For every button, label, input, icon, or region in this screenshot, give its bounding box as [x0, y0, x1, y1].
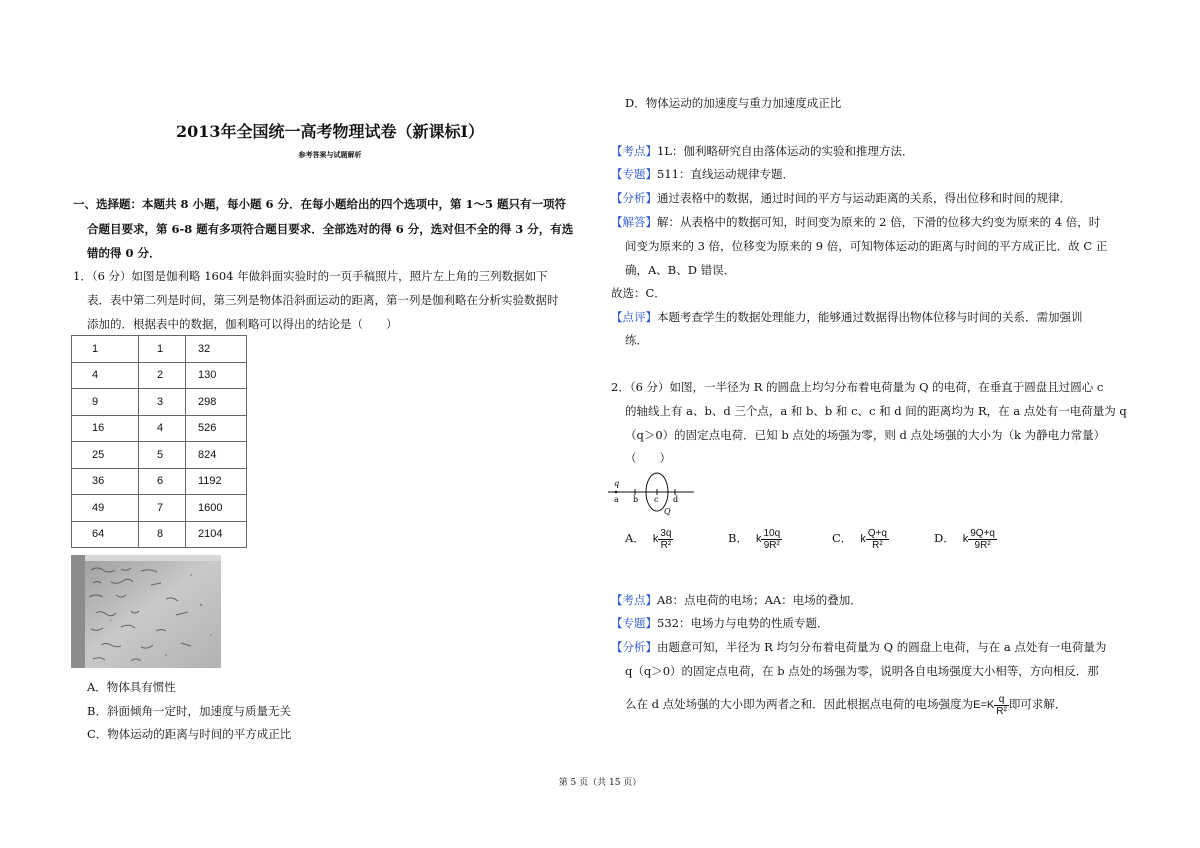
option-k: k [860, 533, 866, 545]
q2-zhuanti [611, 611, 828, 635]
fenxi-tag: 【分析】 [611, 640, 657, 654]
section-heading-line-3: 错的得 0 分． [87, 246, 161, 260]
q1-stem-line-3: 添加的．根据表中的数据，伽利略可以得出的结论是（ ） [87, 317, 398, 331]
q1-jieda-line-3: 确，A、B、D 错误． [625, 263, 736, 277]
table-cell: 1192 [186, 468, 247, 495]
option-label: D． [934, 531, 955, 545]
table-cell: 526 [186, 415, 247, 442]
table-cell: 4 [72, 362, 139, 389]
q2-fenxi-line-3 [625, 689, 1066, 720]
table-cell: 298 [186, 389, 247, 416]
table-cell: 9 [72, 389, 139, 416]
option-label: C． [832, 531, 853, 545]
formula-fraction [994, 694, 1009, 717]
table-cell: 1 [139, 336, 186, 363]
q1-zhuanti [611, 162, 794, 186]
q1-option-b: B．斜面倾角一定时，加速度与质量无关 [87, 704, 291, 718]
option-k: k [755, 533, 762, 545]
fraction-denominator: R² [660, 539, 672, 551]
fraction-numerator: 10q [763, 527, 781, 539]
q1-option-d: D．物体运动的加速度与重力加速度成正比 [625, 96, 842, 110]
table-cell: 5 [139, 442, 186, 469]
table-cell: 3 [139, 389, 186, 416]
galileo-data-table [71, 335, 247, 548]
table-cell: 64 [72, 521, 139, 548]
fraction-numerator: Q+q [867, 527, 887, 539]
page-subtitle: 参考答案与试题解析 [298, 150, 362, 159]
option-label: B． [728, 531, 748, 545]
q2-stem-line-2: 的轴线上有 a、b、d 三个点，a 和 b、b 和 c、c 和 d 间的距离均为 R，在 a 点处有一电荷量为 q [625, 404, 1127, 418]
section-heading-line-1: 一、选择题：本题共 8 小题，每小题 6 分．在每小题给出的四个选项中，第 1～5 题只有一项符 [73, 197, 567, 211]
section-heading-line-2: 合题目要求，第 6-8 题有多项符合题目要求．全部选对的得 6 分，选对但不全的得 3 分，有选 [87, 222, 574, 236]
jieda-line-1: 解：从表格中的数据可知，时间变为原来的 2 倍，下滑的位移大约变为原来的 4 倍，时 [657, 215, 1101, 229]
table-cell: 8 [139, 521, 186, 548]
zhuanti-tag: 【专题】 [611, 167, 657, 181]
table-cell: 1 [72, 336, 139, 363]
q1-dianping [611, 305, 1083, 329]
fenxi-line-3-suffix: 即可求解． [1008, 697, 1067, 711]
q2-option-c [832, 523, 889, 554]
fraction-denominator: R² [996, 705, 1007, 717]
label-q: q [614, 479, 620, 488]
fraction-numerator: 3q [660, 527, 672, 539]
fenxi-line-1: 由题意可知，半径为 R 均匀分布着电荷量为 Q 的圆盘上电荷，与在 a 点处有一电荷量为 [657, 640, 1107, 654]
table-row [72, 495, 247, 522]
fenxi-text: 通过表格中的数据，通过时间的平方与运动距离的关系，得出位移和时间的规律． [657, 191, 1071, 205]
option-fraction [658, 528, 673, 551]
q1-option-a: A．物体具有惯性 [87, 680, 176, 694]
table-row [72, 415, 247, 442]
label-b: b [633, 495, 639, 504]
q2-fenxi [611, 635, 1106, 659]
table-row [72, 521, 247, 548]
kaodian-text: 1L：伽利略研究自由落体运动的实验和推理方法． [657, 144, 914, 158]
q2-option-a [625, 523, 673, 554]
zhuanti-text: 511：直线运动规律专题． [657, 167, 794, 181]
label-a: a [614, 495, 619, 504]
table-row [72, 468, 247, 495]
q2-option-d [934, 523, 997, 554]
page-title: 2013年全国统一高考物理试卷（新课标Ⅰ） [175, 122, 485, 141]
fraction-denominator: R² [872, 539, 883, 551]
table-cell: 36 [72, 468, 139, 495]
jieda-tag: 【解答】 [611, 215, 657, 229]
q1-jieda-line-2: 间变为原来的 3 倍，位移变为原来的 9 倍，可知物体运动的距离与时间的平方成正比．故 C 正 [625, 239, 1108, 253]
kaodian-tag: 【考点】 [611, 593, 657, 607]
table-cell: 130 [186, 362, 247, 389]
table-row [72, 362, 247, 389]
table-cell: 4 [139, 415, 186, 442]
zhuanti-text: 532：电场力与电势的性质专题． [657, 616, 829, 630]
q1-stem-line-2: 表．表中第二列是时间，第三列是物体沿斜面运动的距离，第一列是伽利略在分析实验数据时 [87, 293, 559, 307]
q2-stem-line-3: （q＞0）的固定点电荷．已知 b 点处的场强为零，则 d 点处场强的大小为（k 为静电力常量） [625, 428, 1106, 442]
q1-jieda [611, 210, 1100, 234]
q1-kaodian [611, 139, 913, 163]
q1-fenxi [611, 186, 1071, 210]
q2-option-b [728, 523, 782, 554]
table-cell: 2104 [186, 521, 247, 548]
formula-lhs: E=K [973, 699, 995, 711]
table-row [72, 389, 247, 416]
option-k: k [652, 533, 659, 545]
table-cell: 1600 [186, 495, 247, 522]
option-fraction [866, 528, 889, 551]
fenxi-tag: 【分析】 [611, 191, 657, 205]
table-cell: 16 [72, 415, 139, 442]
dianping-tag: 【点评】 [611, 310, 657, 324]
table-cell: 6 [139, 468, 186, 495]
option-label: A． [625, 531, 645, 545]
q1-dianping-line-2: 练． [625, 333, 648, 347]
q2-fenxi-line-2: q（q＞0）的固定点电荷，在 b 点处的场强为零，说明各自电场强度大小相等，方向相反．那 [625, 664, 1099, 678]
table-cell: 7 [139, 495, 186, 522]
zhuanti-tag: 【专题】 [611, 616, 657, 630]
table-row [72, 442, 247, 469]
label-c: c [654, 495, 659, 504]
table-cell: 32 [186, 336, 247, 363]
fraction-denominator: 9R² [974, 539, 991, 551]
fenxi-line-3-prefix: 么在 d 点处场强的大小即为两者之和．因此根据点电荷的电场强度为 [625, 697, 974, 711]
table-row [72, 336, 247, 363]
dianping-line-1: 本题考查学生的数据处理能力，能够通过数据得出物体位移与时间的关系．需加强训 [657, 310, 1083, 324]
kaodian-text: A8：点电荷的电场；AA：电场的叠加． [657, 593, 862, 607]
table-cell: 25 [72, 442, 139, 469]
page-footer: 第 5 页（共 15 页） [558, 778, 642, 788]
manuscript-photo [71, 555, 221, 668]
q1-answer: 故选：C． [611, 286, 666, 300]
table-cell: 2 [139, 362, 186, 389]
fraction-numerator: q [994, 694, 1009, 706]
q2-stem-line-1: 2．（6 分）如图，一半径为 R 的圆盘上均匀分布着电荷量为 Q 的电荷，在垂直于圆盘且过圆心 c [611, 380, 1104, 394]
q1-stem-line-1: 1．（6 分）如图是伽利略 1604 年做斜面实验时的一页手稿照片，照片左上角的三列数据如下 [73, 269, 548, 283]
q2-stem-line-4: （ ） [625, 451, 671, 465]
fraction-denominator: 9R² [763, 539, 780, 551]
option-fraction [761, 528, 782, 551]
fraction-numerator: 9Q+q [970, 527, 995, 539]
label-Q: Q [664, 507, 671, 516]
charged-disk-figure [606, 470, 698, 516]
q1-option-c: C．物体运动的距离与时间的平方成正比 [87, 727, 292, 741]
label-d: d [673, 495, 679, 504]
q2-kaodian [611, 588, 862, 612]
option-k: k [962, 533, 969, 545]
table-cell: 49 [72, 495, 139, 522]
option-fraction [968, 528, 997, 551]
kaodian-tag: 【考点】 [611, 144, 657, 158]
table-cell: 824 [186, 442, 247, 469]
